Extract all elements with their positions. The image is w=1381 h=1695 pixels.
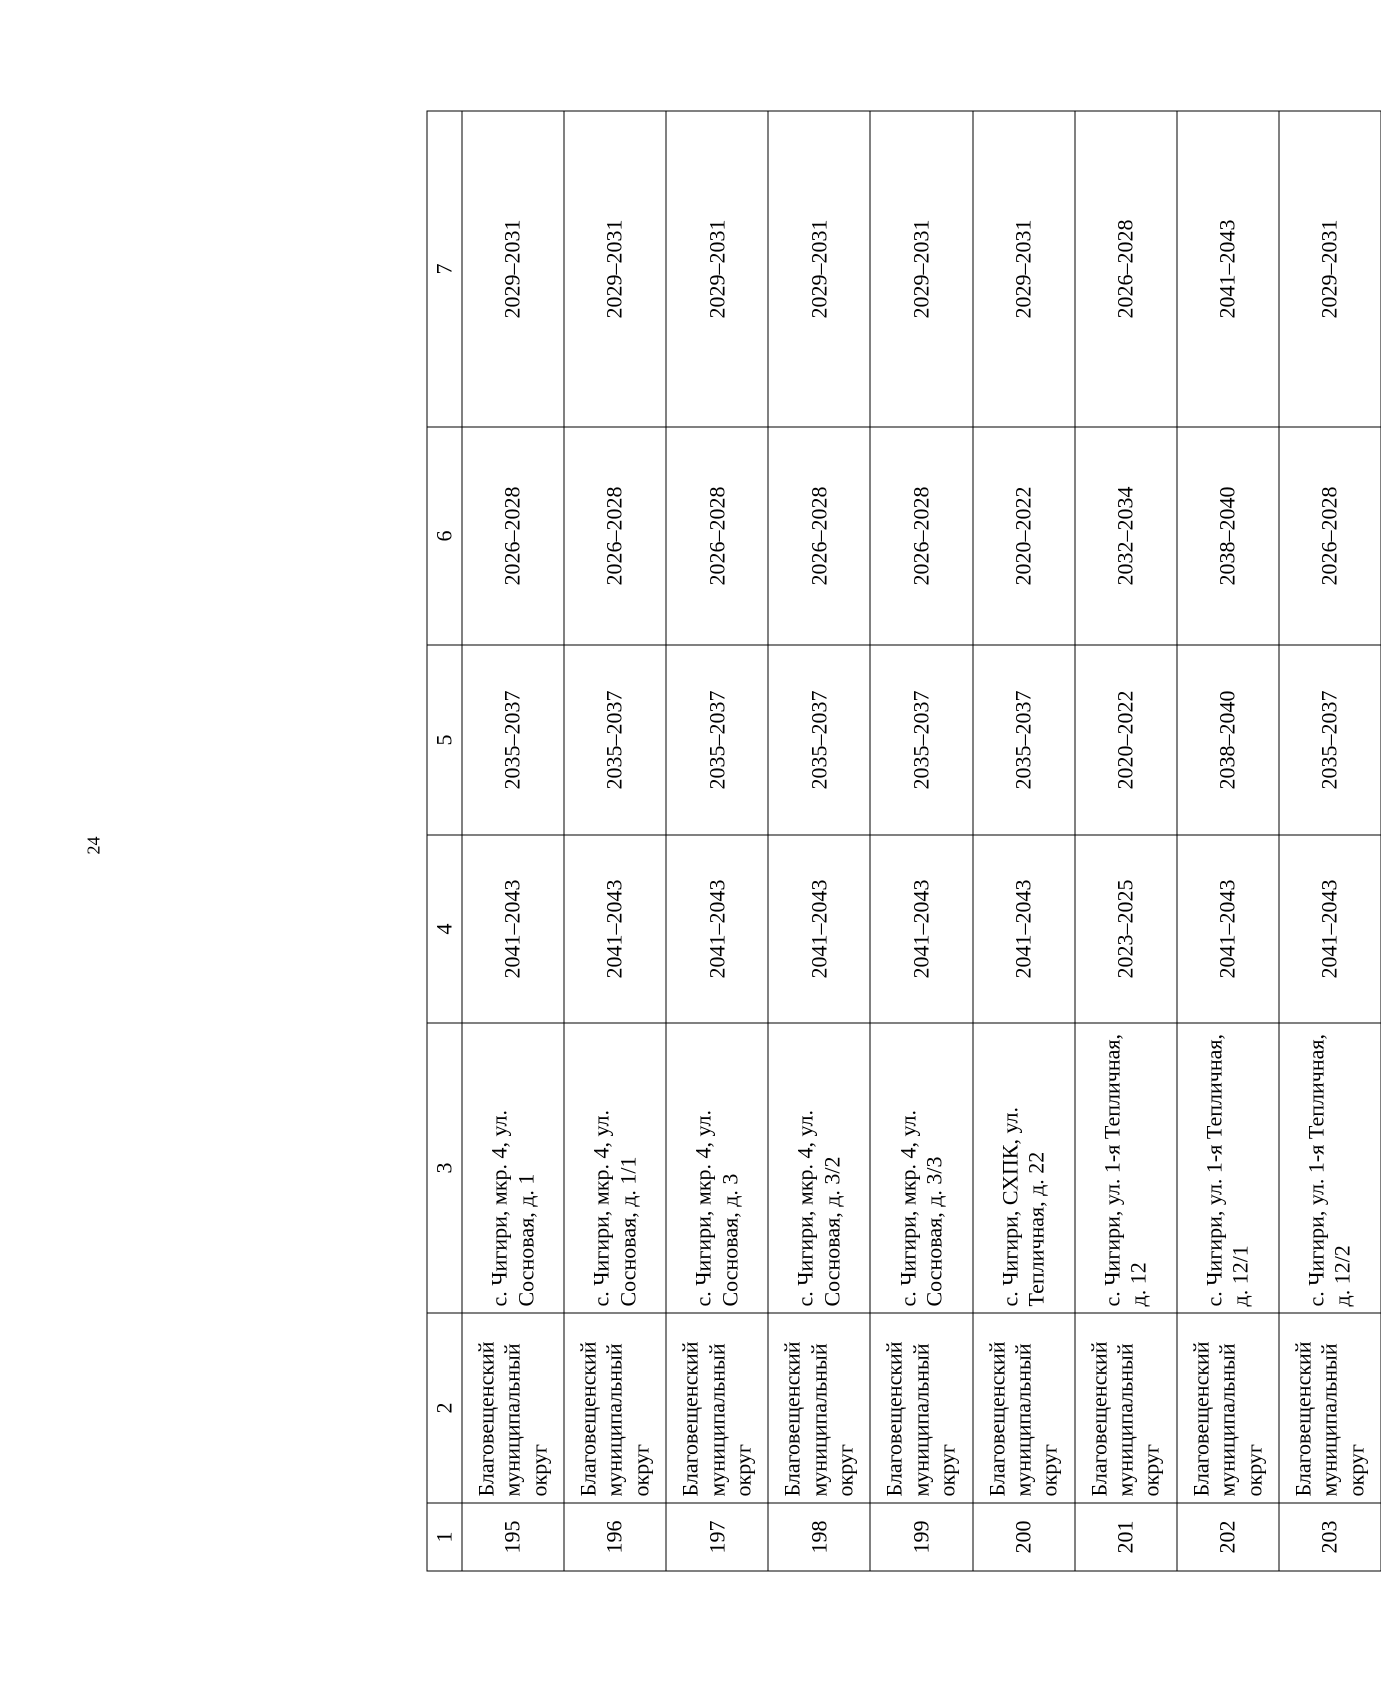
district-cell: Благовещенский муниципальный округ <box>564 1313 666 1503</box>
column-header: 3 <box>427 1023 462 1313</box>
period-cell: 2041–2043 <box>870 835 972 1023</box>
row-number: 202 <box>1176 1503 1278 1571</box>
period-cell: 2041–2043 <box>666 835 768 1023</box>
period-cell: 2032–2034 <box>1074 427 1176 645</box>
period-cell: 2035–2037 <box>1278 645 1380 835</box>
period-cell: 2035–2037 <box>666 645 768 835</box>
period-cell: 2023–2025 <box>1074 835 1176 1023</box>
district-cell: Благовещенский муниципальный округ <box>462 1313 564 1503</box>
period-cell: 2029–2031 <box>564 111 666 427</box>
address-cell: с. Чигири, мкр. 4, ул. Сосновая, д. 3/2 <box>768 1023 870 1313</box>
period-cell: 2026–2028 <box>1278 427 1380 645</box>
period-cell: 2026–2028 <box>768 427 870 645</box>
period-cell: 2041–2043 <box>564 835 666 1023</box>
period-cell: 2041–2043 <box>1176 835 1278 1023</box>
period-cell: 2035–2037 <box>768 645 870 835</box>
row-number: 197 <box>666 1503 768 1571</box>
table-row <box>1176 111 1278 1571</box>
address-cell: с. Чигири, мкр. 4, ул. Сосновая, д. 3/3 <box>870 1023 972 1313</box>
period-cell: 2035–2037 <box>564 645 666 835</box>
period-cell: 2041–2043 <box>1278 835 1380 1023</box>
period-cell: 2029–2031 <box>972 111 1074 427</box>
address-cell: с. Чигири, СХПК, ул. Тепличная, д. 22 <box>972 1023 1074 1313</box>
period-cell: 2026–2028 <box>870 427 972 645</box>
row-number: 198 <box>768 1503 870 1571</box>
period-cell: 2035–2037 <box>870 645 972 835</box>
column-header: 1 <box>427 1503 462 1571</box>
address-cell: с. Чигири, ул. 1-я Тепличная, д. 12/1 <box>1176 1023 1278 1313</box>
district-cell: Благовещенский муниципальный округ <box>870 1313 972 1503</box>
period-cell: 2041–2043 <box>768 835 870 1023</box>
table-row <box>768 111 870 1571</box>
address-cell: с. Чигири, ул. 1-я Тепличная, д. 12 <box>1074 1023 1176 1313</box>
column-header: 2 <box>427 1313 462 1503</box>
table-container <box>426 111 1381 1571</box>
schedule-table <box>426 110 1381 1571</box>
row-number: 196 <box>564 1503 666 1571</box>
period-cell: 2029–2031 <box>462 111 564 427</box>
district-cell: Благовещенский муниципальный округ <box>666 1313 768 1503</box>
address-cell: с. Чигири, мкр. 4, ул. Сосновая, д. 3 <box>666 1023 768 1313</box>
period-cell: 2026–2028 <box>1074 111 1176 427</box>
period-cell: 2041–2043 <box>1176 111 1278 427</box>
period-cell: 2029–2031 <box>768 111 870 427</box>
column-header: 4 <box>427 835 462 1023</box>
table-header-row <box>427 111 462 1571</box>
row-number: 201 <box>1074 1503 1176 1571</box>
table-row <box>462 111 564 1571</box>
column-header: 5 <box>427 645 462 835</box>
row-number: 203 <box>1278 1503 1380 1571</box>
period-cell: 2041–2043 <box>462 835 564 1023</box>
period-cell: 2041–2043 <box>972 835 1074 1023</box>
table-row <box>666 111 768 1571</box>
district-cell: Благовещенский муниципальный округ <box>972 1313 1074 1503</box>
period-cell: 2029–2031 <box>1278 111 1380 427</box>
table-row <box>1074 111 1176 1571</box>
period-cell: 2038–2040 <box>1176 645 1278 835</box>
district-cell: Благовещенский муниципальный округ <box>1278 1313 1380 1503</box>
district-cell: Благовещенский муниципальный округ <box>768 1313 870 1503</box>
address-cell: с. Чигири, мкр. 4, ул. Сосновая, д. 1 <box>462 1023 564 1313</box>
row-number: 200 <box>972 1503 1074 1571</box>
row-number: 195 <box>462 1503 564 1571</box>
period-cell: 2026–2028 <box>462 427 564 645</box>
table-row <box>564 111 666 1571</box>
district-cell: Благовещенский муниципальный округ <box>1074 1313 1176 1503</box>
column-header: 6 <box>427 427 462 645</box>
period-cell: 2038–2040 <box>1176 427 1278 645</box>
address-cell: с. Чигири, мкр. 4, ул. Сосновая, д. 1/1 <box>564 1023 666 1313</box>
period-cell: 2029–2031 <box>666 111 768 427</box>
period-cell: 2035–2037 <box>972 645 1074 835</box>
page-number: 24 <box>83 836 104 855</box>
table-row <box>870 111 972 1571</box>
column-header: 7 <box>427 111 462 427</box>
period-cell: 2026–2028 <box>666 427 768 645</box>
period-cell: 2020–2022 <box>1074 645 1176 835</box>
table-row <box>1278 111 1380 1571</box>
period-cell: 2020–2022 <box>972 427 1074 645</box>
address-cell: с. Чигири, ул. 1-я Тепличная, д. 12/2 <box>1278 1023 1380 1313</box>
period-cell: 2029–2031 <box>870 111 972 427</box>
period-cell: 2026–2028 <box>564 427 666 645</box>
row-number: 199 <box>870 1503 972 1571</box>
table-row <box>972 111 1074 1571</box>
period-cell: 2035–2037 <box>462 645 564 835</box>
district-cell: Благовещенский муниципальный округ <box>1176 1313 1278 1503</box>
